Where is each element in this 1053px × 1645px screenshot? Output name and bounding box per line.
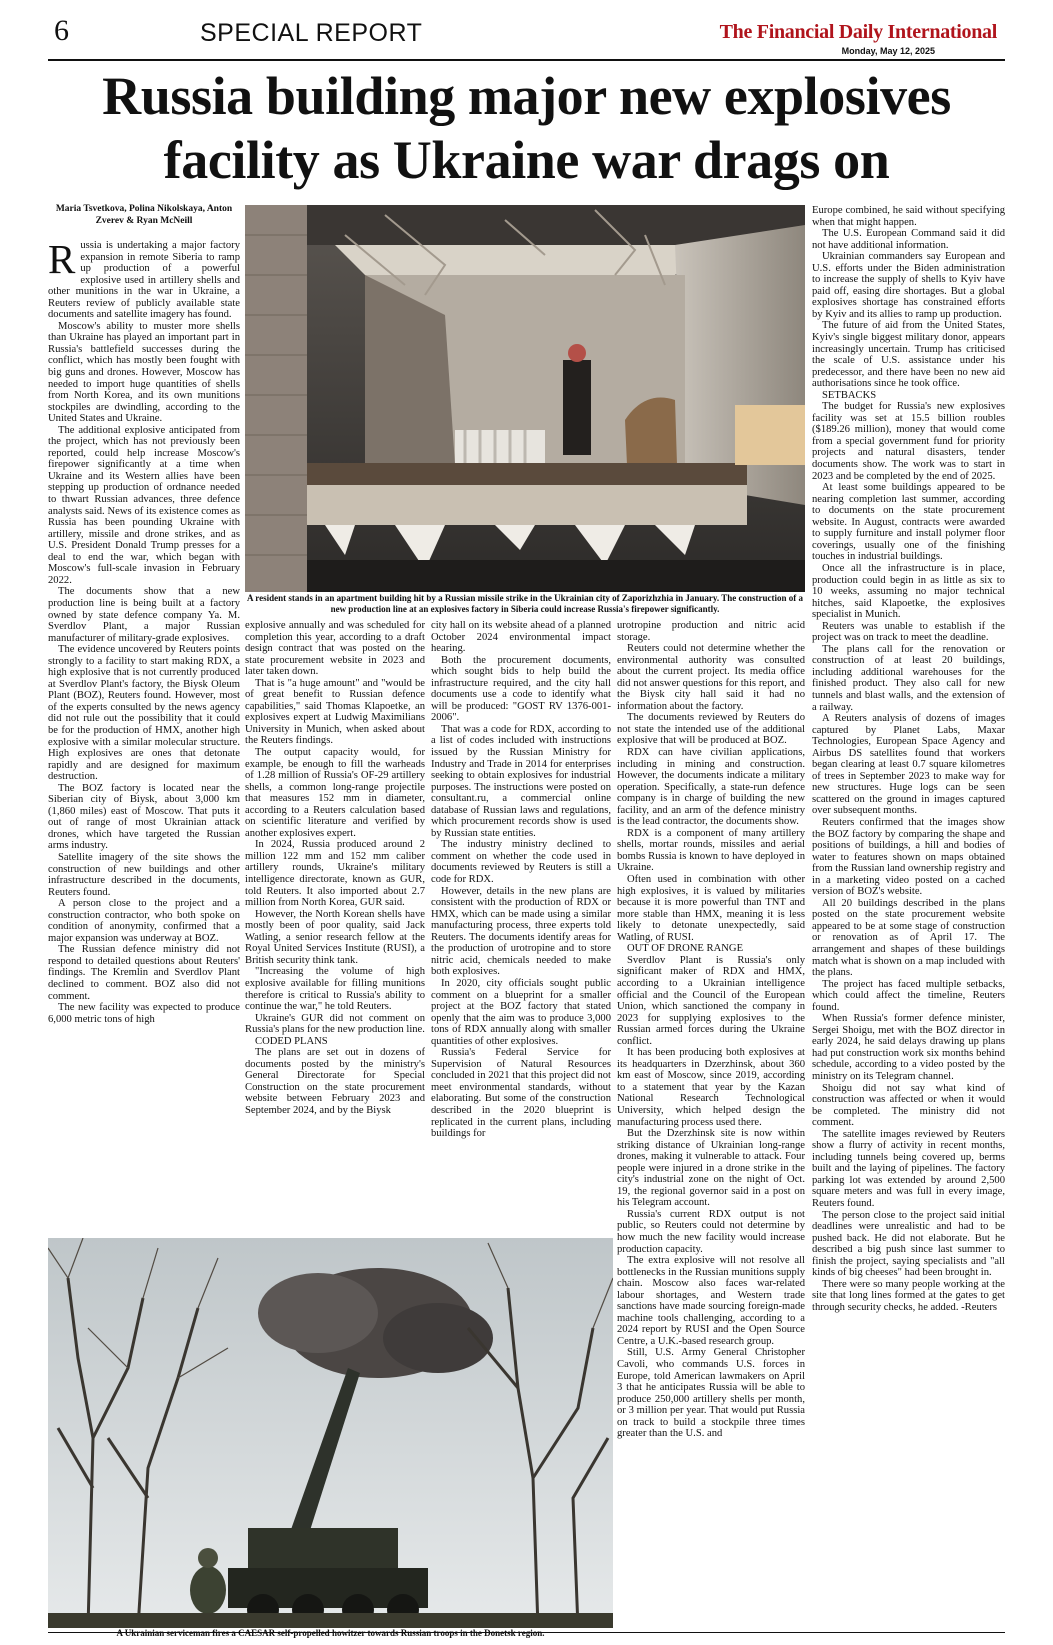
article-paragraph: The BOZ factory is located near the Siberian city of Biysk, about 3,000 km (1,860 miles) east of Moscow. That puts it out of range of most Ukrainian attack drones, which have targeted the Russian arms industry. (48, 782, 240, 852)
article-paragraph: The industry ministry declined to comment on whether the code used in documents reviewed by Reuters is still a code for RDX. (431, 839, 611, 886)
article-paragraph: But the Dzerzhinsk site is now within striking distance of Ukrainian long-range drones, making it vulnerable to attack. Four people were injured in a drone strike in the city's industrial zone on the night of Oct. 19, the regional governor said in a post on his Telegram account. (617, 1128, 805, 1209)
caption-bottom: A Ukrainian serviceman fires a CAESAR self-propelled howitzer towards Russian troops in the Donetsk region. (116, 1628, 545, 1638)
article-paragraph: Moscow's ability to muster more shells than Ukraine has played an important part in Russia's battlefield successes during the conflict, which has mostly been fought with big guns and drones. However, Moscow has needed to import huge quantities of shells from North Korea, and its own munitions stockpiles are dwindling, according to the United States and Ukraine. (48, 320, 240, 425)
article-paragraph: Both the procurement documents, which sought bids to help build the infrastructure required, and the city hall documents use a code to identify what will be produced: "GOST RV 1376-001-2006". (431, 654, 611, 724)
article-paragraph: Once all the infrastructure is in place, production could begin in as little as six to 10 weeks, assuming no major technical hitches, said Klapoetke, the explosives specialist in Munich. (812, 562, 1005, 621)
headline: Russia building major new explosives facility as Ukraine war drags on (102, 66, 951, 190)
article-paragraph: explosive annually and was scheduled for completion this year, according to a draft design contract that was posted on the state procurement website in 2023 and later taken down. (245, 620, 425, 678)
subheading: OUT OF DRONE RANGE (627, 943, 744, 955)
article-paragraph: A Reuters analysis of dozens of images captured by Planet Labs, Maxar Technologies, European Space Agency and Airbus DS satellites found that workers began clearing at least 0.7 square kilometres of trees in September 2023 to make way for new structures. Huge logs can be seen scattered on the ground in images captured over subsequent months. (812, 713, 1005, 817)
article-paragraph: However, the North Korean shells have mostly been of poor quality, said Jack Watling, a senior research fellow at the Royal United Services Institute (RUSI), a British security think tank. (245, 908, 425, 966)
article-paragraph: That was a code for RDX, according to a list of codes included with instructions issued by the Russian Ministry for Industry and Trade in 2014 for enterprises seeking to obtain explosives for industrial purposes. The instructions were posted on consultant.ru, a commercial online database of Russian laws and regulations, which procurement records show is used by Russian state entities. (431, 723, 611, 839)
article-paragraph: In 2024, Russia produced around 2 million 122 mm and 152 mm caliber artillery rounds, Ukraine's military intelligence directorate, known as GUR, told Reuters. It also imported about 2.7 million from North Korea, GUR said. (245, 839, 425, 909)
article-paragraph: Reuters confirmed that the images show the BOZ factory by comparing the shape and positions of buildings, a hill and bodies of water to features shown on maps obtained from the Russian land ownership registry and in a marketing video posted on a cached version of BOZ's website. (812, 816, 1005, 898)
section-title: SPECIAL REPORT (200, 19, 423, 47)
subheading: SETBACKS (822, 389, 877, 401)
article-paragraph: The Russian defence ministry did not respond to detailed questions about Reuters' findings. The Kremlin and Sverdlov Plant declined to comment. BOZ also did not comment. (48, 944, 240, 1002)
dropcap: R (48, 240, 76, 282)
article-column-1 (48, 240, 240, 1230)
article-paragraph: The extra explosive will not resolve all bottlenecks in the Russian munitions supply chain. Moscow also faces war-related labour shortages, and Western trade sanctions have made sourcing foreign-made machine tools challenging, according to a 2024 report by RUSI and the Open Source Centre, a U.K.-based research group. (617, 1255, 805, 1347)
photo-howitzer (48, 1238, 613, 1628)
caption-top: A resident stands in an apartment building hit by a Russian missile strike in the Ukrainian city of Zaporizhzhia in January. The construction of a new production line at an explosives factory in Siberia could increase Russia's firepower significantly. (247, 593, 803, 614)
article-paragraph: Satellite imagery of the site shows the construction of new buildings and other infrastructure described in the documents, Reuters found. (48, 851, 240, 898)
article-paragraph: The plans are set out in dozens of documents posted by the ministry's General Directorate for Special Construction on the state procurement website between February 2023 and September 2024, and by the Biysk (245, 1047, 425, 1116)
article-column-4 (617, 620, 805, 1628)
article-paragraph: The future of aid from the United States, Kyiv's single biggest military donor, appears increasingly uncertain. Trump has criticised the scale of U.S. assistance under his predecessor, and there have been no new aid authorisations since he took office. (812, 320, 1005, 390)
article-paragraph: The new facility was expected to produce 6,000 metric tons of high (48, 1002, 240, 1025)
article-paragraph: city hall on its website ahead of a planned October 2024 environmental impact hearing. (431, 620, 611, 655)
article-paragraph: Shoigu did not say what kind of construction was affected or when it would be completed. The ministry did not comment. (812, 1082, 1005, 1129)
article-paragraph: The project has faced multiple setbacks, which could affect the timeline, Reuters found. (812, 978, 1005, 1013)
article-paragraph: Ukraine's GUR did not comment on Russia's plans for the new production line. (245, 1012, 425, 1036)
article-paragraph: The documents show that a new production line is being built at a factory owned by state defence company Ya. M. Sverdlov Plant, a major Russian manufacturer of military-grade explosives. (48, 586, 240, 644)
article-paragraph: The output capacity would, for example, be enough to fill the warheads of 1.28 million of Russia's OF-29 artillery shells, a common long-range projectile that measures 152 mm in diameter, according to a Reuters calculation based on scientific literature and verified by another explosives expert. (245, 747, 425, 839)
article-paragraph: Ukrainian commanders say European and U.S. efforts under the Biden administration to increase the supply of shells to Kyiv have paid off, easing dire shortages. But a global explosives shortage has constrained efforts by Kyiv and its allies to ramp up production. (812, 251, 1005, 320)
article-column-2 (245, 620, 425, 1232)
article-paragraph: The plans call for the renovation or construction of at least 20 buildings, including additional warehouses for the finished product. They also call for new tunnels and blast walls, and the extension of a railway. (812, 643, 1005, 713)
article-paragraph: A person close to the project and a construction contractor, who both spoke on condition of anonymity, confirmed that a major expansion was underway at BOZ. (48, 898, 240, 944)
article-column-5 (812, 205, 1005, 1630)
article-paragraph: Europe combined, he said without specifying when that might happen. (812, 205, 1005, 228)
photo-damaged-building (245, 205, 805, 592)
article-column-3 (431, 620, 611, 1232)
article-paragraph: The additional explosive anticipated from the project, which has not previously been reported, could help increase Moscow's firepower significantly at a time when Ukraine and its Western allies have been stepping up production of ordnance needed to thwart Russian advances, three defence analysts said. News of its existence comes as Russia has been pounding Ukraine with artillery, missile and drone strikes, and as U.S. President Donald Trump presses for a deal to end the war, which began with Moscow's full-scale invasion in February 2022. (48, 424, 240, 586)
article-paragraph: The person close to the project said initial deadlines were unrealistic and had to be pushed back. He did not elaborate. But he described a big push since last summer to finish the project, saying specialists and "all kinds of big cheeses" had been brought in. (812, 1209, 1005, 1279)
subheading: CODED PLANS (255, 1035, 328, 1047)
article-paragraph: At least some buildings appeared to be nearing completion last summer, according to documents on the state procurement website. In August, contracts were awarded to supply furniture and install polymer floor coverings, usually one of the finishing touches in industrial buildings. (812, 482, 1005, 563)
article-paragraph: The U.S. European Command said it did not have additional information. (812, 228, 1005, 251)
article-paragraph: ussia is undertaking a major factory expansion in remote Siberia to ramp up production of a powerful explosive used in artillery shells and other munitions in the war in Ukraine, a Reuters review of publicly available state documents and satellite imagery has found. (48, 240, 240, 321)
article-paragraph: Often used in combination with other high explosives, it is valued by militaries because it is more powerful than TNT and more stable than HMX, meaning it is less likely to detonate unexpectedly, said Watling, of RUSI. (617, 874, 805, 943)
page-number: 6 (54, 14, 69, 47)
article-paragraph: That is "a huge amount" and "would be of great benefit to Russian defence capabilities," said Thomas Klapoetke, an explosives expert at Ludwig Maximilians University in Munich, when asked about the Reuters findings. (245, 677, 425, 747)
article-paragraph: It has been producing both explosives at its headquarters in Dzerzhinsk, about 360 km east of Moscow, since 2019, according to a statement that year by the Kazan National Research Technological University, which helped design the manufacturing process used there. (617, 1047, 805, 1128)
article-paragraph: RDX can have civilian applications, including in mining and construction. However, the documents indicate a military operation. Specifically, a state-run defence company is in charge of building the new facility, and an arm of the defence ministry is the lead contractor, the documents show. (617, 747, 805, 828)
article-paragraph: Still, U.S. Army General Christopher Cavoli, who commands U.S. forces in Europe, told American lawmakers on April 3 that he anticipates Russia will be able to produce 250,000 artillery shells per month, or 3 million per year. That would put Russia on track to build a stockpile three times greater than the U.S. and (617, 1347, 805, 1440)
photo-damaged-building-image (245, 205, 805, 592)
article-paragraph: The budget for Russia's new explosives facility was set at 15.5 billion roubles ($189.26 million), money that would come from a special government fund for priority projects and natural disasters, tender documents show. The work was to start in 2023 and be completed by the end of 2025. (812, 401, 1005, 482)
article-paragraph: The documents reviewed by Reuters do not state the intended use of the additional explosive that will be produced at BOZ. (617, 712, 805, 747)
footer-rule (48, 1632, 1005, 1633)
article-paragraph: Reuters could not determine whether the environmental authority was consulted about the current project. Its media office did not answer questions for this report, and the Biysk city hall said it had no information about the factory. (617, 643, 805, 712)
header-rule (48, 59, 1005, 61)
article-paragraph: The satellite images reviewed by Reuters show a flurry of activity in recent months, including tunnels being covered up, berms built and the laying of pipelines. The factory parking lot was extended by around 2,500 square meters and was full in every image, Reuters found. (812, 1128, 1005, 1210)
article-paragraph: Reuters was unable to establish if the project was on track to meet the deadline. (812, 620, 1005, 644)
article-paragraph: All 20 buildings described in the plans posted on the state procurement website appeared to be at some stage of construction or renovation as of April 17. The arrangement and shapes of these buildings match what is shown on a map included with the plans. (812, 897, 1005, 979)
article-paragraph: urotropine production and nitric acid storage. (617, 620, 805, 643)
article-paragraph: Sverdlov Plant is Russia's only significant maker of RDX and HMX, according to a Ukrainian intelligence official and the Council of the European Union, which sanctioned the company in 2023 for supplying explosives to the Russian armed forces during the Ukraine conflict. (617, 954, 805, 1047)
article-paragraph: There were so many people working at the site that long lines formed at the gates to get through security checks, he added. -Reuters (812, 1278, 1005, 1313)
article-paragraph: In 2020, city officials sought public comment on a blueprint for a smaller project at the BOZ factory that stated openly that the aim was to produce 3,000 tons of RDX annually along with smaller quantities of other explosives. (431, 977, 611, 1047)
article-paragraph: "Increasing the volume of high explosive available for filling munitions therefore is critical to Russia's ability to continue the war," he told Reuters. (245, 966, 425, 1013)
masthead: The Financial Daily International (719, 21, 997, 43)
article-paragraph: The evidence uncovered by Reuters points strongly to a facility to start making RDX, a high explosive that is not currently produced at Sverdlov Plant's factory, the Biysk Oleum Plant (BOZ), Reuters found. However, most of the experts consulted by the news agency did not rule out the possibility that it could be for the production of HMX, another high explosive with a similar molecular structure. High explosives are ones that detonate rapidly and are designed for maximum destruction. (48, 644, 240, 783)
article-paragraph: Russia's current RDX output is not public, so Reuters could not determine by how much the new facility would increase production capacity. (617, 1208, 805, 1255)
article-paragraph: Russia's Federal Service for Supervision of Natural Resources concluded in 2021 that this project did not meet environmental standards, without elaborating. But some of the construction described in the 2020 blueprint is replicated in the current plans, including buildings for (431, 1047, 611, 1140)
photo-howitzer-image (48, 1238, 613, 1628)
article-paragraph: RDX is a component of many artillery shells, mortar rounds, missiles and aerial bombs Russia is known to have deployed in Ukraine. (617, 827, 805, 874)
article-paragraph: However, details in the new plans are consistent with the production of RDX or HMX, which can be made using a similar manufacturing process, three experts told Reuters. The documents identify areas for the production of urotropine and to store nitric acid, chemicals needed to make both explosives. (431, 885, 611, 978)
issue-date: Monday, May 12, 2025 (841, 46, 935, 56)
article-paragraph: When Russia's former defence minister, Sergei Shoigu, met with the BOZ director in early 2024, he said delays drawing up plans had put construction work six months behind schedule, according to a video posted by the ministry on its Telegram channel. (812, 1013, 1005, 1083)
byline: Maria Tsvetkova, Polina Nikolskaya, Anton Zverev & Ryan McNeill (55, 204, 233, 226)
